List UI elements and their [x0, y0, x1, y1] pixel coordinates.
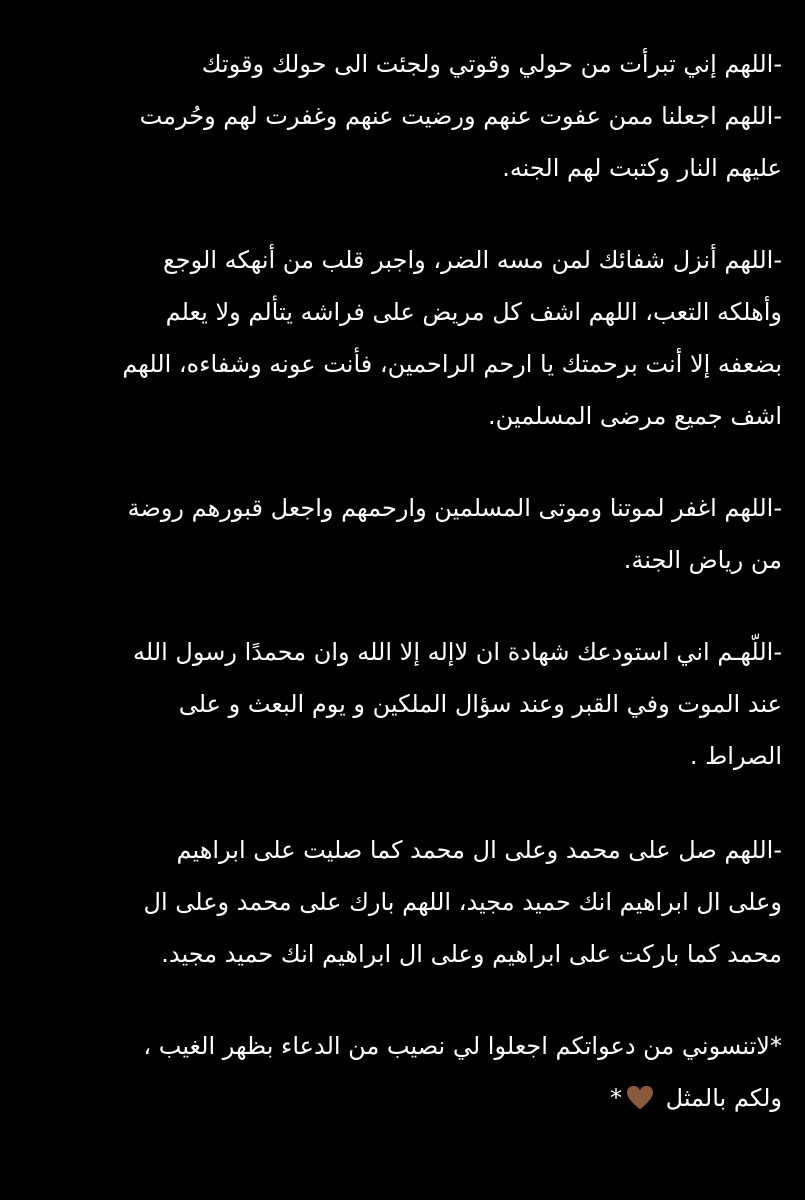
closing-text: ولكم بالمثل — [665, 1084, 782, 1112]
paragraph-3 — [16, 482, 782, 586]
brown-heart-icon — [626, 1085, 654, 1111]
closing-suffix: * — [610, 1084, 622, 1112]
paragraph-2 — [16, 234, 782, 442]
text-line: -اللهم إني تبرأت من حولي وقوتي ولجئت الى حولك وقوتك — [201, 50, 782, 78]
paragraph-4 — [16, 626, 782, 782]
text-line: وأهلكه التعب، اللهم اشف كل مريض على فراشه يتألم ولا يعلم — [165, 298, 782, 326]
text-line: *لاتنسوني من دعواتكم اجعلوا لي نصيب من الدعاء بظهر الغيب ، — [143, 1032, 782, 1060]
text-line: الصراط . — [689, 742, 782, 770]
paragraph-1 — [16, 38, 782, 194]
paragraph-6 — [16, 1020, 782, 1124]
text-line: وعلى ال ابراهيم انك حميد مجيد، اللهم بارك على محمد وعلى ال — [143, 888, 782, 916]
closing-line — [16, 1072, 782, 1124]
text-line: -اللهم صل على محمد وعلى ال محمد كما صليت على ابراهيم — [176, 836, 782, 864]
paragraph-5 — [16, 824, 782, 980]
text-line: -اللهم أنزل شفائك لمن مسه الضر، واجبر قلب من أنهكه الوجع — [163, 246, 782, 274]
text-line: من رياض الجنة. — [623, 546, 782, 574]
text-line: -اللهم اغفر لموتنا وموتى المسلمين وارحمهم واجعل قبورهم روضة — [127, 494, 782, 522]
text-line: بضعفه إلا أنت برحمتك يا ارحم الراحمين، فأنت عونه وشفاءه، اللهم — [122, 350, 782, 378]
text-line: -اللهم اجعلنا ممن عفوت عنهم ورضيت عنهم وغفرت لهم وحُرمت — [139, 102, 782, 130]
text-line: محمد كما باركت على ابراهيم وعلى ال ابراهيم انك حميد مجيد. — [161, 940, 782, 968]
text-line: -اللّهـم اني استودعك شهادة ان لاإله إلا الله وان محمدًا رسول الله — [133, 638, 782, 666]
text-line: عند الموت وفي القبر وعند سؤال الملكين و يوم البعث و على — [178, 690, 782, 718]
text-line: اشف جميع مرضى المسلمين. — [488, 402, 782, 430]
text-line: عليهم النار وكتبت لهم الجنه. — [502, 154, 782, 182]
